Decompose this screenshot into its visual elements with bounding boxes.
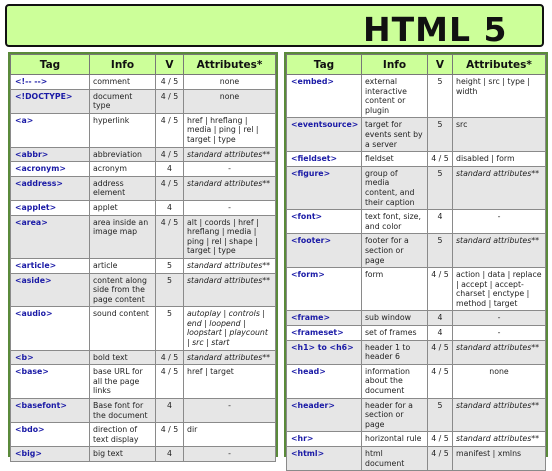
- tag-cell: <html>: [287, 447, 362, 471]
- attributes-cell: -: [184, 447, 276, 462]
- tag-cell: <frame>: [287, 311, 362, 326]
- info-cell: form: [362, 268, 428, 311]
- left-table-panel: [8, 52, 278, 457]
- tag-cell: <h1> to <h6>: [287, 340, 362, 364]
- attributes-cell: -: [184, 200, 276, 215]
- version-cell: 4: [428, 210, 453, 234]
- tag-cell: <abbr>: [11, 147, 90, 162]
- attributes-cell: standard attributes**: [453, 398, 546, 432]
- table-row: [11, 365, 276, 399]
- table-row: [11, 176, 276, 200]
- info-cell: information about the document: [362, 364, 428, 398]
- column-header-tag: Tag: [11, 55, 90, 75]
- version-cell: 4 / 5: [428, 268, 453, 311]
- info-cell: big text: [90, 447, 156, 462]
- table-row: [287, 75, 546, 118]
- info-cell: external interactive content or plugin: [362, 75, 428, 118]
- info-cell: bold text: [90, 350, 156, 365]
- version-cell: 4 / 5: [156, 89, 184, 113]
- attributes-cell: alt | coords | href | hreflang | media | ping | rel | shape | target | type: [184, 215, 276, 258]
- table-row: [11, 258, 276, 273]
- attributes-cell: height | src | type | width: [453, 75, 546, 118]
- version-cell: 4 / 5: [156, 75, 184, 90]
- tag-cell: <embed>: [287, 75, 362, 118]
- attributes-cell: none: [453, 364, 546, 398]
- column-header-attributes: Attributes*: [184, 55, 276, 75]
- tag-cell: <big>: [11, 447, 90, 462]
- table-row: [287, 210, 546, 234]
- column-header-version: V: [428, 55, 453, 75]
- version-cell: 4 / 5: [428, 432, 453, 447]
- tag-cell: <acronym>: [11, 162, 90, 177]
- version-cell: 5: [156, 258, 184, 273]
- version-cell: 4 / 5: [428, 364, 453, 398]
- attributes-cell: none: [184, 89, 276, 113]
- info-cell: article: [90, 258, 156, 273]
- tag-cell: <header>: [287, 398, 362, 432]
- version-cell: 5: [428, 118, 453, 152]
- info-cell: html document: [362, 447, 428, 471]
- attributes-cell: manifest | xmlns: [453, 447, 546, 471]
- table-row: [287, 364, 546, 398]
- tag-cell: <area>: [11, 215, 90, 258]
- left-tag-table: [10, 54, 276, 462]
- attributes-cell: -: [453, 210, 546, 234]
- left-header-row: [11, 55, 276, 75]
- tag-cell: <hr>: [287, 432, 362, 447]
- attributes-cell: -: [453, 326, 546, 341]
- tag-cell: <eventsource>: [287, 118, 362, 152]
- table-row: [287, 311, 546, 326]
- info-cell: fieldset: [362, 152, 428, 167]
- info-cell: abbreviation: [90, 147, 156, 162]
- tag-cell: <aside>: [11, 273, 90, 307]
- attributes-cell: -: [453, 311, 546, 326]
- table-row: [287, 268, 546, 311]
- attributes-cell: dir: [184, 423, 276, 447]
- tag-cell: <basefont>: [11, 399, 90, 423]
- attributes-cell: standard attributes**: [453, 340, 546, 364]
- info-cell: text font, size, and color: [362, 210, 428, 234]
- info-cell: address element: [90, 176, 156, 200]
- table-row: [287, 166, 546, 209]
- table-row: [287, 447, 546, 471]
- table-row: [287, 432, 546, 447]
- table-row: [11, 89, 276, 113]
- tag-cell: <!DOCTYPE>: [11, 89, 90, 113]
- version-cell: 4 / 5: [428, 340, 453, 364]
- version-cell: 5: [156, 273, 184, 307]
- column-header-attributes: Attributes*: [453, 55, 546, 75]
- attributes-cell: standard attributes**: [184, 176, 276, 200]
- tag-cell: <article>: [11, 258, 90, 273]
- title-banner: [5, 4, 544, 47]
- version-cell: 4 / 5: [156, 423, 184, 447]
- version-cell: 5: [428, 234, 453, 268]
- version-cell: 4 / 5: [156, 350, 184, 365]
- version-cell: 4 / 5: [428, 152, 453, 167]
- version-cell: 4: [156, 162, 184, 177]
- table-row: [287, 118, 546, 152]
- table-row: [287, 234, 546, 268]
- attributes-cell: standard attributes**: [184, 350, 276, 365]
- tag-cell: <bdo>: [11, 423, 90, 447]
- attributes-cell: -: [184, 399, 276, 423]
- attributes-cell: standard attributes**: [184, 147, 276, 162]
- attributes-cell: href | hreflang | media | ping | rel | target | type: [184, 113, 276, 147]
- column-header-info: Info: [362, 55, 428, 75]
- tag-cell: <!-- -->: [11, 75, 90, 90]
- info-cell: comment: [90, 75, 156, 90]
- attributes-cell: standard attributes**: [184, 273, 276, 307]
- table-row: [11, 399, 276, 423]
- table-row: [287, 398, 546, 432]
- info-cell: header 1 to header 6: [362, 340, 428, 364]
- tag-cell: <a>: [11, 113, 90, 147]
- page-title: HTML 5: [363, 10, 508, 49]
- attributes-cell: -: [184, 162, 276, 177]
- tag-cell: <footer>: [287, 234, 362, 268]
- info-cell: direction of text display: [90, 423, 156, 447]
- attributes-cell: action | data | replace | accept | accept-charset | enctype | method | target: [453, 268, 546, 311]
- tag-cell: <audio>: [11, 307, 90, 350]
- attributes-cell: src: [453, 118, 546, 152]
- column-header-info: Info: [90, 55, 156, 75]
- version-cell: 4 / 5: [156, 147, 184, 162]
- table-row: [11, 200, 276, 215]
- column-header-tag: Tag: [287, 55, 362, 75]
- tag-cell: <font>: [287, 210, 362, 234]
- table-row: [11, 215, 276, 258]
- tag-cell: <form>: [287, 268, 362, 311]
- info-cell: header for a section or page: [362, 398, 428, 432]
- info-cell: area inside an image map: [90, 215, 156, 258]
- tag-cell: <figure>: [287, 166, 362, 209]
- version-cell: 4: [156, 200, 184, 215]
- tag-cell: <address>: [11, 176, 90, 200]
- attributes-cell: href | target: [184, 365, 276, 399]
- attributes-cell: disabled | form: [453, 152, 546, 167]
- attributes-cell: standard attributes**: [453, 432, 546, 447]
- version-cell: 4: [156, 399, 184, 423]
- info-cell: acronym: [90, 162, 156, 177]
- info-cell: group of media content, and their caption: [362, 166, 428, 209]
- info-cell: Base font for the document: [90, 399, 156, 423]
- info-cell: target for events sent by a server: [362, 118, 428, 152]
- table-row: [11, 350, 276, 365]
- version-cell: 5: [156, 307, 184, 350]
- table-row: [287, 326, 546, 341]
- attributes-cell: standard attributes**: [184, 258, 276, 273]
- table-row: [11, 113, 276, 147]
- version-cell: 4 / 5: [156, 176, 184, 200]
- version-cell: 4 / 5: [156, 113, 184, 147]
- table-row: [11, 75, 276, 90]
- version-cell: 4: [428, 311, 453, 326]
- right-header-row: [287, 55, 546, 75]
- right-table-panel: [284, 52, 548, 468]
- attributes-cell: standard attributes**: [453, 166, 546, 209]
- table-row: [287, 340, 546, 364]
- tag-cell: <frameset>: [287, 326, 362, 341]
- attributes-cell: standard attributes**: [453, 234, 546, 268]
- table-row: [11, 447, 276, 462]
- attributes-cell: autoplay | controls | end | loopend | loopstart | playcount | src | start: [184, 307, 276, 350]
- column-header-version: V: [156, 55, 184, 75]
- info-cell: document type: [90, 89, 156, 113]
- info-cell: applet: [90, 200, 156, 215]
- info-cell: sound content: [90, 307, 156, 350]
- info-cell: base URL for all the page links: [90, 365, 156, 399]
- tag-cell: <head>: [287, 364, 362, 398]
- version-cell: 4: [156, 447, 184, 462]
- info-cell: set of frames: [362, 326, 428, 341]
- info-cell: hyperlink: [90, 113, 156, 147]
- version-cell: 4 / 5: [156, 365, 184, 399]
- version-cell: 5: [428, 166, 453, 209]
- version-cell: 4 / 5: [156, 215, 184, 258]
- table-row: [287, 152, 546, 167]
- attributes-cell: none: [184, 75, 276, 90]
- tag-cell: <applet>: [11, 200, 90, 215]
- table-row: [11, 273, 276, 307]
- info-cell: footer for a section or page: [362, 234, 428, 268]
- table-row: [11, 423, 276, 447]
- table-row: [11, 162, 276, 177]
- table-row: [11, 307, 276, 350]
- version-cell: 5: [428, 398, 453, 432]
- table-row: [11, 147, 276, 162]
- right-tag-table: [286, 54, 546, 471]
- info-cell: horizontal rule: [362, 432, 428, 447]
- version-cell: 5: [428, 75, 453, 118]
- tag-cell: <base>: [11, 365, 90, 399]
- version-cell: 4: [428, 326, 453, 341]
- info-cell: sub window: [362, 311, 428, 326]
- info-cell: content along side from the page content: [90, 273, 156, 307]
- version-cell: 4 / 5: [428, 447, 453, 471]
- tag-cell: <b>: [11, 350, 90, 365]
- tag-cell: <fieldset>: [287, 152, 362, 167]
